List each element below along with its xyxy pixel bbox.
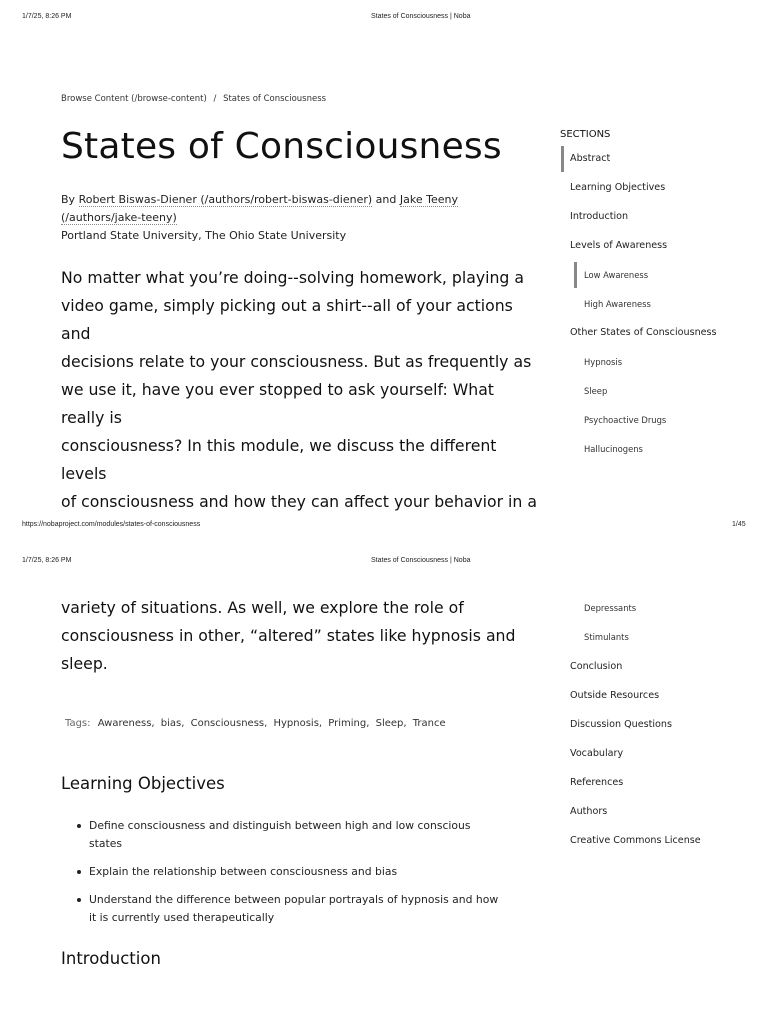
toc-depressants[interactable]: Depressants [584,603,637,613]
breadcrumb-current: States of Consciousness [223,94,327,104]
toc-introduction[interactable]: Introduction [570,211,629,222]
byline-and: and [375,193,397,206]
toc-abstract[interactable]: Abstract [570,153,611,164]
abstract-line: decisions relate to your consciousness. But as frequently as [61,352,532,371]
learning-objectives-list [61,817,501,937]
print-date: 1/7/25, 8:26 PM [22,557,72,564]
abstract-line: we use it, have you ever stopped to ask yourself: What really is [61,380,494,427]
byline [61,191,521,245]
abstract-line: of consciousness and how they can affect your behavior in a [61,492,537,511]
toc-other-states[interactable]: Other States of Consciousness [570,327,717,338]
active-subsection-indicator [574,262,577,288]
print-title: States of Consciousness | Noba [371,13,471,20]
toc-outside-resources[interactable]: Outside Resources [570,690,660,701]
abstract-line: consciousness? In this module, we discuss the different levels [61,436,497,483]
toc-references[interactable]: References [570,777,624,788]
sections-heading: SECTIONS [560,129,611,140]
print-date: 1/7/25, 8:26 PM [22,13,72,20]
toc-low-awareness[interactable]: Low Awareness [584,270,649,280]
abstract-line: No matter what you’re doing--solving homework, playing a [61,268,524,287]
introduction-heading: Introduction [61,949,161,968]
toc-discussion-questions[interactable]: Discussion Questions [570,719,672,730]
toc-authors[interactable]: Authors [570,806,608,817]
abstract-paragraph [61,264,541,516]
abstract-line: variety of situations. As well, we explore the role of [61,598,464,617]
breadcrumb-separator: / [213,94,217,104]
footer-url: https://nobaproject.com/modules/states-of-consciousness [22,521,201,528]
tag-bias[interactable]: bias, [160,718,185,729]
abstract-line: sleep. [61,654,108,673]
abstract-line: consciousness in other, “altered” states like hypnosis and [61,626,516,645]
tags-row [65,718,449,729]
toc-vocabulary[interactable]: Vocabulary [570,748,624,759]
tag-awareness[interactable]: Awareness, [97,718,155,729]
print-title: States of Consciousness | Noba [371,557,471,564]
toc-stimulants[interactable]: Stimulants [584,632,629,642]
list-item: Understand the difference between popular portrayals of hypnosis and how it is currently used therapeutically [61,891,501,927]
toc-learning-objectives[interactable]: Learning Objectives [570,182,666,193]
learning-objectives-heading: Learning Objectives [61,774,225,793]
tag-hypnosis[interactable]: Hypnosis, [273,718,323,729]
tags-label: Tags: [65,718,91,729]
list-item: Explain the relationship between consciousness and bias [61,863,501,881]
footer-page-number: 1/45 [732,521,746,528]
tag-consciousness[interactable]: Consciousness, [190,718,268,729]
active-section-indicator [561,146,564,172]
list-item: Define consciousness and distinguish between high and low conscious states [61,817,501,853]
toc-levels-of-awareness[interactable]: Levels of Awareness [570,240,668,251]
byline-by: By [61,193,76,206]
toc-hallucinogens[interactable]: Hallucinogens [584,444,643,454]
page-title: States of Consciousness [61,126,502,167]
toc-hypnosis[interactable]: Hypnosis [584,357,623,367]
tag-trance[interactable]: Trance [412,718,446,729]
toc-psychoactive-drugs[interactable]: Psychoactive Drugs [584,415,667,425]
toc-sleep[interactable]: Sleep [584,386,608,396]
tag-priming[interactable]: Priming, [328,718,370,729]
toc-high-awareness[interactable]: High Awareness [584,299,651,309]
author-link-teeny[interactable]: Jake Teeny (/authors/jake-teeny) [61,193,458,224]
toc-creative-commons-license[interactable]: Creative Commons License [570,835,701,846]
breadcrumb [61,94,326,104]
author-link-biswas-diener[interactable]: Robert Biswas-Diener (/authors/robert-biswas-diener) [78,193,373,206]
breadcrumb-browse-link[interactable]: Browse Content (/browse-content) [61,94,207,104]
tag-sleep[interactable]: Sleep, [375,718,407,729]
abstract-paragraph-continued [61,594,541,678]
abstract-line: video game, simply picking out a shirt--all of your actions and [61,296,513,343]
affiliation: Portland State University, The Ohio State University [61,229,347,242]
toc-conclusion[interactable]: Conclusion [570,661,623,672]
